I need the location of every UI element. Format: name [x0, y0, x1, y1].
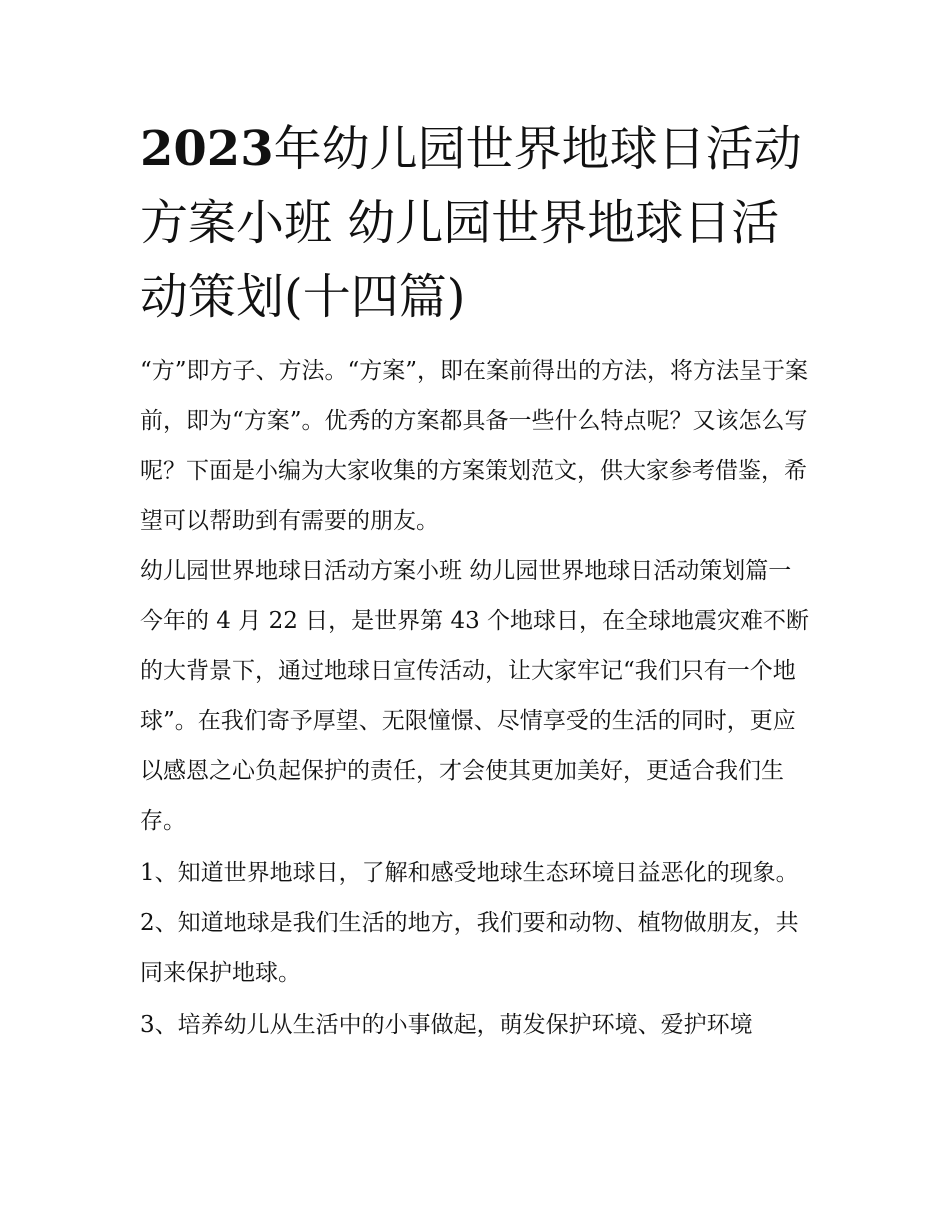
title-text: 年幼儿园世界地球日活动方案小班 幼儿园世界地球日活动策划(十四篇) — [140, 121, 802, 325]
list-item-3: 3、培养幼儿从生活中的小事做起，萌发保护环境、爱护环境 — [140, 1012, 753, 1038]
body-paragraph: 今年的 4 月 22 日，是世界第 43 个地球日，在全球地震灾难不断的大背景下，通过地球日宣传活动，让大家牢记“我们只有一个地球”。在我们寄予厚望、无限憧憬、尽情享受的生活的同时，更应以感恩之心负起保护的责任，才会使其更加美好，更适合我们生存。 — [140, 608, 810, 834]
list-item-1-2: 1、知道世界地球日，了解和感受地球生态环境日益恶化的现象。 2、知道地球是我们生活的地方，我们要和动物、植物做朋友，共同来保护地球。 — [140, 860, 799, 986]
section-heading: 幼儿园世界地球日活动方案小班 幼儿园世界地球日活动策划篇一 — [140, 558, 792, 584]
intro-paragraph: “方”即方子、方法。“方案”，即在案前得出的方法，将方法呈于案前，即为“方案”。优秀的方案都具备一些什么特点呢？又该怎么写呢？下面是小编为大家收集的方案策划范文，供大家参考借鉴，希望可以帮助到有需要的朋友。 — [140, 358, 809, 534]
document-title — [140, 112, 812, 334]
title-year: 2023 — [140, 121, 274, 177]
document-page — [140, 112, 812, 1050]
